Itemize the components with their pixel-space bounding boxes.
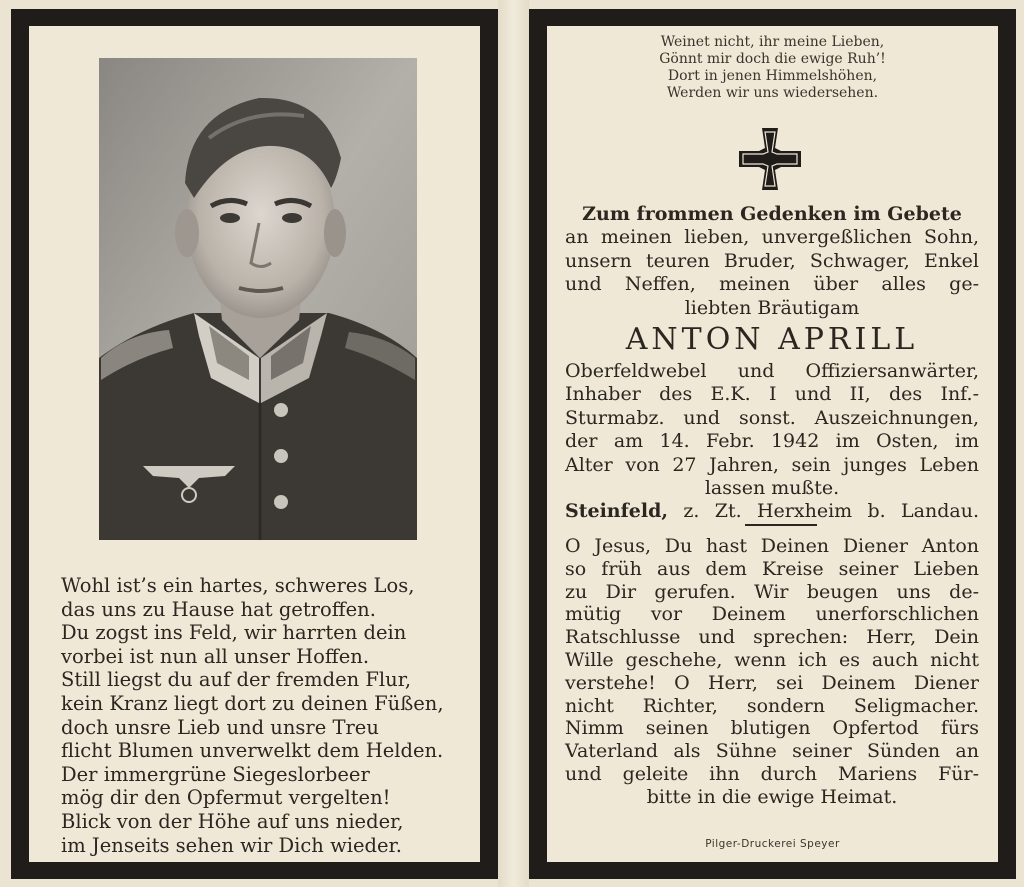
right-card-border xyxy=(529,9,1016,879)
poem-line: im Jenseits sehen wir Dich wieder. xyxy=(61,833,402,857)
place-rest: z. Zt. Herxheim b. Landau. xyxy=(683,500,980,523)
prayer-line: O Jesus, Du hast Deinen Diener Anton xyxy=(565,535,979,557)
bio-line: Sturmabz. und sonst. Auszeichnungen, xyxy=(565,406,979,429)
iron-cross-icon xyxy=(737,126,803,192)
prayer-line: Wille geschehe, wenn ich es auch nicht xyxy=(565,648,979,671)
prayer-line: so früh aus dem Kreise seiner Lieben xyxy=(565,557,979,580)
verse-line: Dort in jenen Himmelshöhen, xyxy=(667,68,878,84)
memorial-poem xyxy=(61,574,471,857)
verse-line: Weinet nicht, ihr meine Lieben, xyxy=(660,34,885,50)
poem-line: doch unsre Lieb und unsre Treu xyxy=(61,715,379,739)
left-card xyxy=(29,26,480,862)
card-fold xyxy=(498,0,529,887)
prayer-line: und geleite ihn durch Mariens Für- xyxy=(565,762,979,785)
verse-line: Gönnt mir doch die ewige Ruh’! xyxy=(659,51,886,67)
poem-line: das uns zu Hause hat getroffen. xyxy=(61,597,376,621)
prayer-line: bitte in die ewige Heimat. xyxy=(646,785,898,808)
poem-line: Wohl ist’s ein hartes, schweres Los, xyxy=(61,574,415,597)
dedication-line: liebten Bräutigam xyxy=(684,296,860,319)
poem-line: Blick von der Höhe auf uns nieder, xyxy=(61,809,404,833)
dedication-line: unsern teuren Bruder, Schwager, Enkel xyxy=(565,249,979,272)
prayer-line: mütig vor Deinem unerforschlichen xyxy=(565,603,979,626)
place-line xyxy=(565,500,979,523)
poem-line: Still liegst du auf der fremden Flur, xyxy=(61,668,412,692)
divider-rule xyxy=(745,524,817,526)
poem-line: Du zogst ins Feld, wir harrten dein xyxy=(61,621,407,645)
bio-line: der am 14. Febr. 1942 im Osten, im xyxy=(565,430,979,453)
prayer-block xyxy=(565,535,979,809)
soldier-portrait-photo xyxy=(99,58,417,540)
bio-line: Alter von 27 Jahren, sein junges Leben xyxy=(565,453,979,476)
prayer-line: Ratschlusse und sprechen: Herr, Dein xyxy=(565,626,979,649)
prayer-line: Vaterland als Sühne seiner Sünden an xyxy=(565,740,979,763)
dedication-heading: Zum frommen Gedenken im Gebete xyxy=(582,203,962,225)
printer-credit: Pilger-Druckerei Speyer xyxy=(705,838,840,850)
dedication-line: an meinen lieben, unvergeßlichen Sohn, xyxy=(565,226,979,249)
poem-line: Der immergrüne Siegeslorbeer xyxy=(61,762,370,786)
prayer-line: Nimm seinen blutigen Opfertod fürs xyxy=(565,717,979,740)
prayer-line: verstehe! O Herr, sei Deinem Diener xyxy=(565,671,979,694)
deceased-name: ANTON APRILL xyxy=(625,322,919,358)
poem-line: kein Kranz liegt dort zu deinen Füßen, xyxy=(61,691,444,715)
poem-line: mög dir den Opfermut vergelten! xyxy=(61,786,391,810)
opening-verse xyxy=(547,34,998,102)
cross-year: 1939 xyxy=(781,177,797,184)
verse-line: Werden wir uns wiedersehen. xyxy=(666,85,879,101)
bio-line: lassen mußte. xyxy=(704,477,840,500)
prayer-line: nicht Richter, sondern Seligmacher. xyxy=(565,694,979,717)
poem-line: flicht Blumen unverwelkt dem Helden. xyxy=(61,739,444,763)
prayer-line: zu Dir gerufen. Wir beugen uns de- xyxy=(565,580,979,603)
right-card xyxy=(547,26,998,862)
left-card-border xyxy=(11,9,498,879)
bio-line: Inhaber des E.K. I und II, des Inf.- xyxy=(565,383,979,406)
dedication-line: und Neffen, meinen über alles ge- xyxy=(565,273,979,296)
poem-line: vorbei ist nun all unser Hoffen. xyxy=(61,644,370,668)
bio-line: Oberfeldwebel und Offiziersanwärter, xyxy=(565,360,979,383)
dedication-block xyxy=(565,203,979,524)
place-town: Steinfeld, xyxy=(565,500,668,523)
